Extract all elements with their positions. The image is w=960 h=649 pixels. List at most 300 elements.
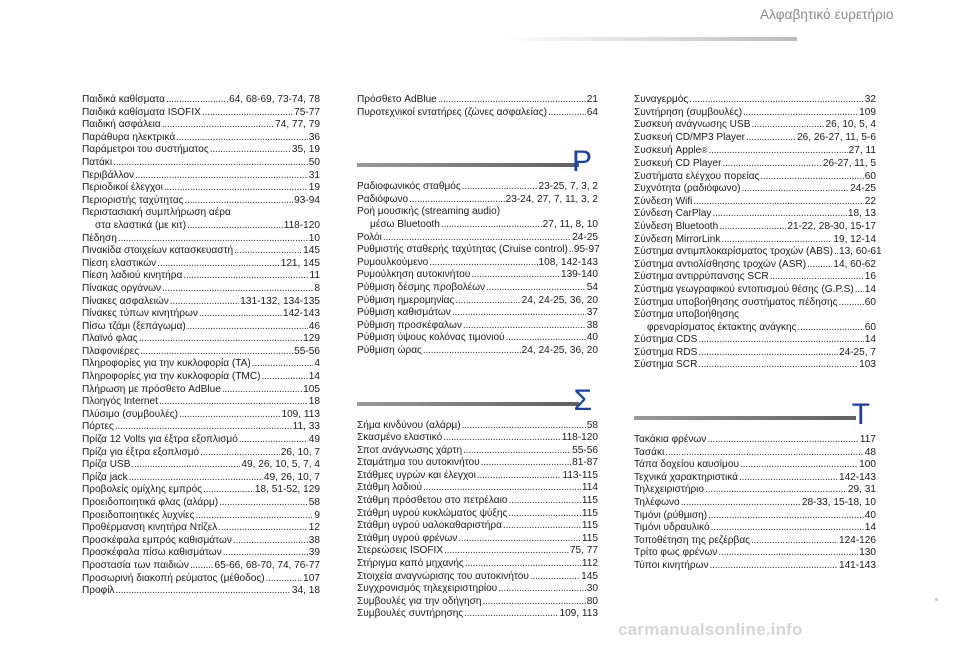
index-pages: 55-56 — [294, 345, 320, 357]
index-pages: 26, 26-27, 11, 5-6 — [797, 131, 876, 143]
index-pages: 139-140 — [560, 269, 598, 281]
index-term: μέσω Bluetooth — [370, 218, 440, 230]
leader-dots — [252, 358, 314, 371]
index-entry — [634, 359, 876, 372]
section-rule — [634, 416, 856, 420]
leader-dots — [742, 183, 850, 196]
index-term: Περιστασιακή συμπλήρωση αέρα — [82, 207, 231, 219]
index-entry — [357, 194, 598, 207]
leader-dots — [140, 346, 293, 359]
leader-dots — [176, 132, 308, 145]
index-pages: 9 — [314, 509, 320, 521]
index-term: Παράθυρα ηλεκτρικά — [82, 131, 176, 143]
index-term: Στάθμη υγρού φρένων — [357, 532, 458, 544]
leader-dots — [441, 219, 542, 232]
leader-dots — [530, 571, 580, 584]
leader-dots — [164, 182, 308, 195]
index-entry — [634, 510, 876, 523]
section-rule — [357, 402, 579, 406]
index-term: Ρολόι — [357, 231, 382, 243]
leader-dots — [159, 396, 308, 409]
leader-dots — [162, 119, 274, 132]
page-title: Αλφαβητικό ευρετήριο — [760, 7, 894, 22]
decorative-dot — [935, 598, 938, 601]
index-term: Πλαϊνό φλας — [82, 333, 138, 345]
index-term: Σύστημα αντιολίσθησης τροχών (ASR) — [634, 258, 807, 270]
index-term: Συμβουλές για την οδήγηση — [357, 595, 482, 607]
index-term: Τιμόνι (ρύθμιση) — [634, 509, 708, 521]
index-column-1 — [82, 94, 320, 598]
index-entry — [357, 269, 598, 282]
leader-dots — [218, 522, 307, 535]
index-term: Σύστημα υποβοήθησης συστήματος πέδησης — [634, 296, 838, 308]
index-entry — [357, 571, 598, 584]
index-pages: 23-25, 7, 3, 2 — [538, 181, 598, 193]
index-entry — [82, 94, 320, 107]
index-term: Σύστημα αντιρρύπανσης SCR — [634, 271, 769, 283]
section-letter: Σ — [573, 383, 592, 417]
index-entry — [357, 482, 598, 495]
index-pages: 93-94 — [294, 194, 320, 206]
index-pages: 19, 12-14 — [833, 233, 876, 245]
index-entry — [82, 296, 320, 309]
leader-dots — [464, 608, 558, 621]
leader-dots — [710, 560, 838, 573]
index-entry — [82, 535, 320, 548]
leader-dots — [444, 545, 569, 558]
index-term: Προφίλ — [82, 585, 115, 597]
leader-dots — [222, 384, 302, 397]
letter-divider — [357, 119, 598, 181]
index-pages: 114 — [581, 482, 598, 494]
index-entry — [357, 219, 598, 232]
index-entry — [634, 246, 882, 259]
index-pages: 14, 60-62 — [833, 258, 876, 270]
leader-dots — [135, 170, 308, 183]
index-term: Στάθμη υγρού κυκλώματος ψύξης — [357, 507, 508, 519]
index-entry — [357, 244, 598, 257]
index-pages: 117 — [859, 434, 876, 446]
index-term: Στάθμη πρόσθετου στο πετρέλαιο — [357, 495, 508, 507]
index-pages: 32 — [864, 94, 876, 105]
index-pages: 115 — [581, 495, 598, 507]
leader-dots — [463, 445, 571, 458]
index-term: Τηλέφωνο — [634, 497, 680, 509]
leader-dots — [770, 271, 864, 284]
index-pages: 121, 145 — [280, 257, 320, 269]
leader-dots — [139, 333, 302, 346]
index-term: Σύνδεση CarPlay — [634, 208, 712, 220]
index-pages: 107 — [303, 572, 320, 584]
leader-dots — [708, 510, 864, 523]
index-pages: 27, 11, 8, 10 — [542, 218, 598, 230]
index-pages: 14 — [308, 371, 320, 383]
leader-dots — [465, 558, 581, 571]
index-pages: 112 — [581, 558, 598, 570]
leader-dots — [482, 596, 585, 609]
index-term: Προστασία των παιδιών — [82, 559, 189, 571]
index-term: Πίνακες τύπων κινητήρων — [82, 308, 198, 320]
leader-dots — [508, 508, 580, 521]
index-pages: 131-132, 134-135 — [240, 295, 320, 307]
index-entry — [82, 233, 320, 246]
index-term: Τιμόνι υδραυλικό — [634, 522, 710, 534]
index-entry — [82, 484, 320, 497]
section-rule — [357, 163, 579, 167]
leader-dots — [383, 232, 571, 245]
index-pages: 38 — [586, 319, 598, 331]
leader-dots — [709, 145, 848, 158]
index-term: Ρύθμιση προσκέφαλων — [357, 319, 462, 331]
index-entry — [82, 497, 320, 510]
leader-dots — [183, 270, 308, 283]
index-entry — [634, 234, 876, 247]
leader-dots — [693, 196, 863, 209]
index-pages: 115 — [581, 520, 598, 532]
index-term: Περιοριστής ταχύτητας — [82, 194, 184, 206]
index-entry — [82, 560, 320, 573]
leader-dots — [190, 560, 214, 573]
index-term: Συσκευή ανάγνωσης USB — [634, 119, 751, 131]
index-pages: 30 — [586, 583, 598, 595]
index-pages: 12 — [308, 522, 320, 534]
index-entry — [357, 320, 598, 333]
index-entry — [82, 321, 320, 334]
index-entry — [82, 459, 320, 472]
index-entry — [82, 434, 320, 447]
index-entry — [357, 508, 598, 521]
index-pages: 105 — [303, 383, 320, 395]
index-term: Πρίζα 12 Volts για έξτρα εξοπλισμό — [82, 434, 238, 446]
index-pages: 24-25 — [850, 183, 876, 195]
index-entry — [357, 107, 598, 120]
index-pages: 64 — [586, 106, 598, 118]
leader-dots — [807, 259, 832, 272]
index-term: Συχνότητα (ραδιόφωνο) — [634, 183, 741, 195]
index-entry — [82, 396, 320, 409]
index-pages: 46 — [308, 320, 320, 332]
index-entry — [634, 158, 876, 171]
index-entry — [357, 533, 598, 546]
index-entry — [357, 420, 598, 433]
index-entry — [634, 472, 876, 485]
index-term: Ρύθμιση καθισμάτων — [357, 307, 451, 319]
index-entry — [634, 183, 876, 196]
index-term: Τρίτο φως φρένων — [634, 547, 718, 559]
index-pages: 36 — [308, 131, 320, 143]
leader-dots — [711, 522, 864, 535]
index-entry — [357, 307, 598, 320]
watermark: carmanualsonline.info — [618, 620, 803, 639]
index-term: Στερεώσεις ISOFIX — [357, 545, 444, 557]
index-entry — [634, 208, 876, 221]
index-pages: 49, 26, 10, 5, 7, 4 — [241, 459, 320, 471]
index-entry — [82, 384, 320, 397]
leader-dots — [452, 307, 586, 320]
index-pages: 11, 33 — [292, 421, 320, 433]
index-pages: 18 — [308, 396, 320, 408]
index-term: Ροή μουσικής (streaming audio) — [357, 206, 501, 218]
index-term: Προειδοποιητικές λυχνίες — [82, 509, 195, 521]
index-term: Συγχρονισμός τηλεχειριστηρίου — [357, 583, 498, 595]
leader-dots — [166, 94, 228, 107]
leader-dots — [203, 484, 254, 497]
index-column-3 — [634, 94, 882, 573]
index-term: Περιοδικοί έλεγχοι — [82, 182, 163, 194]
index-term: Συσκευή CD/MP3 Player — [634, 131, 746, 143]
index-pages: 145 — [303, 245, 320, 257]
leader-dots — [115, 585, 290, 598]
index-pages: 40 — [586, 332, 598, 344]
index-term: Σκασμένο ελαστικό — [357, 432, 443, 444]
index-pages: 24-25 — [572, 231, 598, 243]
index-pages: 40 — [864, 509, 876, 521]
index-entry — [82, 522, 320, 535]
index-pages: 21-22, 28-30, 15-17 — [787, 220, 876, 232]
leader-dots — [423, 345, 521, 358]
index-entry — [634, 347, 876, 360]
index-entry — [82, 510, 320, 523]
index-term: Παιδική ασφάλεια — [82, 119, 161, 131]
index-entry — [357, 583, 598, 596]
index-term: Πέδηση — [82, 232, 117, 244]
index-pages: 118-120 — [283, 219, 320, 231]
index-pages: 113-115 — [562, 469, 598, 481]
leader-dots — [266, 573, 303, 586]
index-term: Τάπα δοχείου καυσίμου — [634, 459, 739, 471]
index-pages: 31 — [308, 169, 320, 181]
leader-dots — [746, 132, 796, 145]
leader-dots — [743, 107, 858, 120]
index-pages: 13, 60-61 — [838, 246, 882, 258]
index-entry — [357, 332, 598, 345]
index-entry — [82, 585, 320, 598]
index-entry — [634, 297, 876, 310]
index-pages: 26, 10, 7 — [280, 446, 320, 458]
index-entry — [634, 522, 876, 535]
index-pages: 109 — [859, 106, 876, 118]
index-pages: 14 — [864, 334, 876, 346]
leader-dots — [131, 459, 240, 472]
leader-dots — [118, 233, 308, 246]
index-pages: 80 — [586, 595, 598, 607]
index-pages: 24-25, 7 — [838, 346, 876, 358]
index-term: Σύστημα υποβοήθησης — [634, 309, 739, 321]
index-entry — [357, 181, 598, 194]
leader-dots — [455, 295, 520, 308]
index-pages: 142-143 — [838, 471, 876, 483]
index-entry — [82, 182, 320, 195]
index-term: Ρυμούλκηση αυτοκινήτου — [357, 269, 471, 281]
index-term: Στάθμη υγρού υαλοκαθαριστήρα — [357, 520, 502, 532]
index-term: Σήμα κινδύνου (αλάρμ) — [357, 419, 461, 431]
leader-dots — [740, 459, 858, 472]
index-term: Συναγερμός — [634, 94, 689, 105]
index-entry — [82, 132, 320, 145]
index-term: Σποτ ανάγνωσης χάρτη — [357, 444, 463, 456]
section-letter: Ρ — [571, 145, 592, 179]
index-term: Πίνακες ασφαλειών — [82, 295, 169, 307]
index-column-2 — [357, 94, 598, 621]
leader-dots — [179, 409, 280, 422]
index-pages: 34, 18 — [291, 585, 320, 597]
index-entry — [634, 171, 876, 184]
index-term: Πληροφορίες για την κυκλοφορία (TA) — [82, 358, 251, 370]
leader-dots — [721, 234, 832, 247]
index-pages: 109, 113 — [281, 408, 320, 420]
index-entry — [357, 282, 598, 295]
leader-dots — [219, 497, 308, 510]
index-term: Συστήματα ελέγχου πορείας — [634, 170, 760, 182]
index-term: Πλοηγός Internet — [82, 396, 158, 408]
index-entry — [82, 220, 320, 233]
index-term: Ρυμουλκούμενο — [357, 256, 429, 268]
leader-dots — [569, 244, 573, 257]
index-entry — [82, 170, 320, 183]
leader-dots — [481, 457, 572, 470]
index-entry — [82, 195, 320, 208]
index-pages: 60 — [864, 321, 876, 333]
leader-dots — [739, 472, 838, 485]
index-entry — [82, 421, 320, 434]
index-pages: 58 — [586, 419, 598, 431]
index-term: Πλαφονιέρες — [82, 345, 140, 357]
index-pages: 129 — [303, 333, 320, 345]
index-pages: 39 — [308, 547, 320, 559]
index-pages: 8 — [314, 282, 320, 294]
index-term: Στάθμες υγρών και έλεγχοι — [357, 469, 476, 481]
index-pages: 21 — [586, 94, 598, 105]
index-pages: 28-33, 15-18, 10 — [801, 497, 876, 509]
leader-dots — [223, 547, 308, 560]
index-term: Σύστημα RDS — [634, 346, 698, 358]
index-term: Παιδικά καθίσματα — [82, 94, 165, 105]
index-entry — [82, 245, 320, 258]
index-entry — [357, 558, 598, 571]
leader-dots — [707, 434, 859, 447]
index-pages: 49 — [308, 434, 320, 446]
index-pages: 55-56 — [572, 444, 598, 456]
leader-dots — [239, 434, 308, 447]
index-pages: 115 — [581, 507, 598, 519]
leader-dots — [509, 495, 581, 508]
index-term: Σύστημα γεωγραφικού εντοπισμού θέσης (G.P.S) — [634, 283, 854, 295]
leader-dots — [429, 257, 537, 270]
index-term: Τασάκι — [634, 446, 665, 458]
index-entry — [634, 459, 876, 472]
index-term: Σύνδεση Bluetooth — [634, 220, 719, 232]
leader-dots — [839, 297, 864, 310]
index-pages: 81-87 — [572, 457, 598, 469]
index-pages: 65-66, 68-70, 74, 76-77 — [214, 559, 320, 571]
leader-dots — [751, 119, 824, 132]
index-entry — [357, 445, 598, 458]
index-entry — [82, 358, 320, 371]
index-term: Πρόσθετο AdBlue — [357, 94, 437, 105]
index-pages: 38 — [308, 534, 320, 546]
leader-dots — [834, 246, 838, 259]
leader-dots — [113, 157, 308, 170]
index-term: Πατάκι — [82, 156, 113, 168]
leader-dots — [751, 535, 838, 548]
index-entry — [357, 94, 598, 107]
index-pages: 64, 68-69, 73-74, 78 — [229, 94, 320, 105]
index-pages: 141-143 — [838, 560, 876, 571]
leader-dots — [698, 347, 838, 360]
leader-dots — [233, 535, 308, 548]
leader-dots — [187, 220, 283, 233]
index-entry — [357, 206, 598, 219]
index-term: Ρύθμιση ύψους κολόνας τιμονιού — [357, 332, 505, 344]
index-entry — [82, 447, 320, 460]
leader-dots — [185, 195, 294, 208]
index-entry — [82, 283, 320, 296]
index-pages: 18, 13 — [847, 208, 876, 220]
index-entry — [634, 484, 876, 497]
index-term: Σύστημα αντιμπλοκαρίσματος τροχών (ABS) — [634, 246, 833, 258]
leader-dots — [477, 470, 562, 483]
index-entry — [82, 409, 320, 422]
index-term: Πρίζα jack — [82, 471, 128, 483]
index-term: Παιδικά καθίσματα ISOFIX — [82, 106, 201, 118]
index-entry — [634, 271, 876, 284]
index-term: Προθέρμανση κινητήρα Ντίζελ — [82, 522, 218, 534]
leader-dots — [855, 284, 864, 297]
index-entry — [82, 346, 320, 359]
index-entry — [357, 257, 598, 270]
index-pages: 75-77 — [294, 106, 320, 118]
leader-dots — [506, 332, 586, 345]
index-entry — [634, 119, 876, 132]
index-term: Συμβουλές συντήρησης — [357, 608, 464, 620]
leader-dots — [486, 282, 586, 295]
index-pages: 130 — [859, 547, 876, 559]
leader-dots — [423, 482, 581, 495]
leader-dots — [262, 371, 308, 384]
index-pages: 10 — [308, 232, 320, 244]
leader-dots — [722, 158, 821, 171]
index-entry — [634, 309, 876, 322]
index-pages: 35, 19 — [291, 144, 320, 156]
index-entry — [357, 345, 598, 358]
index-pages: 26-27, 11, 5 — [822, 157, 876, 169]
index-term: Τηλεχειριστήριο — [634, 484, 705, 496]
index-pages: 24, 24-25, 36, 20 — [521, 294, 598, 306]
index-pages: 26, 10, 5, 4 — [825, 119, 876, 131]
index-term: Πρίζα USB — [82, 459, 131, 471]
index-pages: 22 — [864, 195, 876, 207]
index-term: Τεχνικά χαρακτηριστικά — [634, 471, 738, 483]
leader-dots — [200, 447, 280, 460]
leader-dots — [157, 258, 279, 271]
index-entry — [357, 608, 598, 621]
index-term: Περιβάλλον — [82, 169, 135, 181]
index-pages: 60 — [864, 170, 876, 182]
index-entry — [357, 432, 598, 445]
leader-dots — [162, 283, 313, 296]
index-pages: 37 — [586, 307, 598, 319]
index-pages: 19 — [308, 182, 320, 194]
index-term: Ρύθμιση ώρας — [357, 344, 422, 356]
index-term: Σύνδεση MirrorLink — [634, 233, 721, 245]
leader-dots — [705, 484, 847, 497]
index-pages: 58 — [308, 497, 320, 508]
index-pages: 60 — [864, 296, 876, 308]
leader-dots — [462, 181, 538, 194]
index-term: Προσκέφαλα εμπρός καθισμάτων — [82, 534, 232, 546]
index-entry — [634, 334, 876, 347]
index-term: Πινακίδα στοιχείων κατασκευαστή — [82, 245, 234, 257]
